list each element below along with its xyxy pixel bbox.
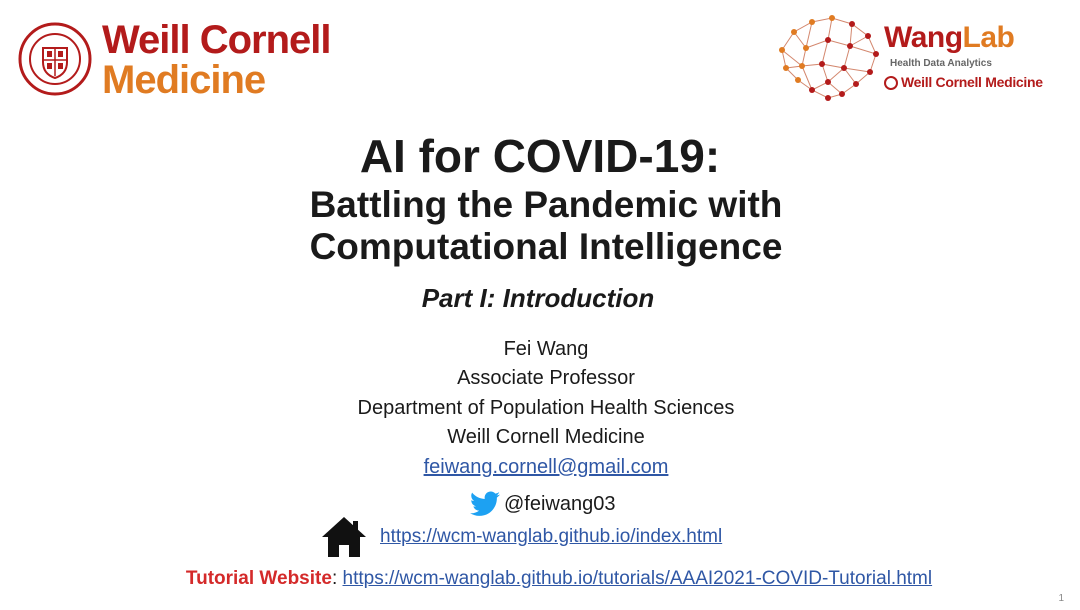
cornell-seal-icon — [18, 22, 92, 96]
slide-title: AI for COVID-19: — [359, 130, 721, 182]
email-row — [0, 455, 1080, 479]
tutorial-row — [0, 568, 1080, 590]
wcm-line2: Medicine — [102, 58, 266, 102]
mini-seal-icon — [884, 76, 898, 90]
twitter-handle[interactable]: @feiwang03 — [504, 492, 616, 515]
wanglab-title — [884, 22, 1014, 54]
wanglab-affiliation — [884, 74, 1043, 90]
homepage-link[interactable]: https://wcm-wanglab.github.io/index.html — [380, 526, 723, 547]
tutorial-separator: : — [331, 568, 343, 589]
subtitle-line-2: Computational Intelligence — [309, 226, 783, 267]
wanglab-affiliation-text: Weill Cornell Medicine — [901, 74, 1043, 90]
author-position: Associate Professor — [457, 367, 635, 389]
tutorial-label: Tutorial Website — [185, 568, 332, 589]
slide-subtitle — [0, 184, 1080, 268]
part-label: Part I: Introduction — [421, 283, 655, 313]
wanglab-wang: Wang — [884, 21, 963, 54]
homepage-row — [320, 514, 722, 560]
wcm-line1: Weill Cornell — [102, 18, 331, 62]
author-name: Fei Wang — [503, 338, 589, 360]
page-number: 1 — [1058, 593, 1064, 604]
subtitle-line-1: Battling the Pandemic with — [309, 184, 783, 225]
author-institution: Weill Cornell Medicine — [447, 426, 645, 448]
wanglab-logo — [772, 10, 1064, 102]
wcm-logo — [18, 18, 348, 100]
wanglab-lab: Lab — [962, 21, 1015, 54]
author-department: Department of Population Health Sciences — [357, 397, 735, 419]
wanglab-subtitle: Health Data Analytics — [890, 58, 992, 69]
home-icon — [320, 515, 368, 559]
wcm-wordmark — [102, 20, 331, 100]
brain-network-icon — [772, 10, 882, 102]
tutorial-link[interactable]: https://wcm-wanglab.github.io/tutorials/AAAI2021-COVID-Tutorial.html — [342, 568, 933, 589]
email-link[interactable]: feiwang.cornell@gmail.com — [423, 456, 669, 478]
